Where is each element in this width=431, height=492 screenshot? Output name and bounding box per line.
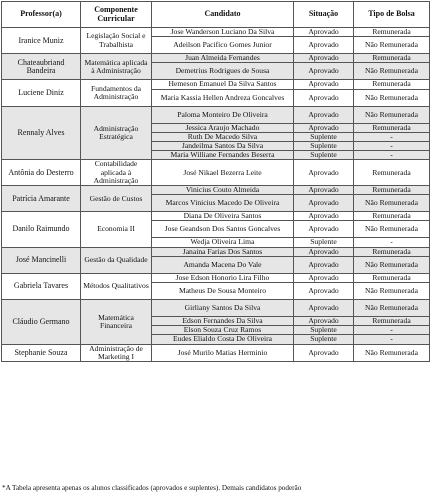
table-row <box>2 160 430 186</box>
candidato-cell: Marcos Vinicius Macedo De Oliveira <box>152 195 294 212</box>
bolsa-cell: - <box>354 132 430 141</box>
situacao-cell: Aprovado <box>294 256 354 273</box>
table-row <box>2 344 430 361</box>
situacao-cell: Aprovado <box>294 212 354 221</box>
candidato-cell: Wedja Oliveira Lima <box>152 238 294 247</box>
candidato-cell: Jose Edson Honorio Lira Filho <box>152 273 294 282</box>
candidato-cell: Adeilson Pacifico Gomes Junior <box>152 37 294 54</box>
candidato-cell: Matheus De Sousa Monteiro <box>152 283 294 300</box>
professor-cell: Cláudio Germano <box>2 300 81 345</box>
bolsa-cell: Não Remunerada <box>354 63 430 80</box>
candidato-cell: Juan Almeida Fernandes <box>152 54 294 63</box>
candidato-cell: Jose Geandson Dos Santos Goncalves <box>152 221 294 238</box>
candidato-cell: Paloma Monteiro De Oliveira <box>152 106 294 123</box>
situacao-cell: Aprovado <box>294 89 354 106</box>
bolsa-cell: - <box>354 238 430 247</box>
componente-cell: Contabilidade aplicada à Administração <box>81 160 152 186</box>
componente-cell: Gestão de Custos <box>81 186 152 212</box>
table-row <box>2 106 430 123</box>
candidato-cell: José Murilo Matias Herminio <box>152 344 294 361</box>
footnote: *A Tabela apresenta apenas os alunos classificados (aprovados e suplentes). Demais candidatos poderão <box>2 484 302 492</box>
situacao-cell: Aprovado <box>294 28 354 37</box>
professor-cell: José Mancinelli <box>2 247 81 273</box>
bolsa-cell: - <box>354 151 430 160</box>
professor-cell: Danilo Raimundo <box>2 212 81 247</box>
situacao-cell: Aprovado <box>294 186 354 195</box>
situacao-cell: Suplente <box>294 151 354 160</box>
situacao-cell: Aprovado <box>294 221 354 238</box>
situacao-cell: Suplente <box>294 238 354 247</box>
header-bolsa: Tipo de Bolsa <box>354 2 430 28</box>
componente-cell: Gestão da Qualidade <box>81 247 152 273</box>
situacao-cell: Suplente <box>294 326 354 335</box>
candidato-cell: Ruth De Macedo Silva <box>152 132 294 141</box>
situacao-cell: Aprovado <box>294 54 354 63</box>
candidato-cell: Amanda Macena Do Vale <box>152 256 294 273</box>
table-row <box>2 212 430 221</box>
professor-cell: Antônia do Desterro <box>2 160 81 186</box>
componente-cell: Matemática Financeira <box>81 300 152 345</box>
situacao-cell: Aprovado <box>294 160 354 186</box>
candidato-cell: Janaina Farias Dos Santos <box>152 247 294 256</box>
situacao-cell: Aprovado <box>294 247 354 256</box>
situacao-cell: Aprovado <box>294 63 354 80</box>
componente-cell: Métodos Qualitativos <box>81 273 152 299</box>
candidato-cell: Vinicius Couto Almeida <box>152 186 294 195</box>
candidato-cell: Jandeilma Santos Da Silva <box>152 142 294 151</box>
table-row <box>2 273 430 282</box>
table-row <box>2 54 430 63</box>
situacao-cell: Aprovado <box>294 37 354 54</box>
results-table <box>1 1 430 362</box>
bolsa-cell: Não Remunerada <box>354 283 430 300</box>
bolsa-cell: Não Remunerada <box>354 37 430 54</box>
table-row <box>2 80 430 89</box>
bolsa-cell: Não Remunerada <box>354 195 430 212</box>
bolsa-cell: Não Remunerada <box>354 221 430 238</box>
candidato-cell: José Nikael Bezerra Leite <box>152 160 294 186</box>
bolsa-cell: Não Remunerada <box>354 89 430 106</box>
table-row <box>2 186 430 195</box>
candidato-cell: Elson Souza Cruz Ramos <box>152 326 294 335</box>
candidato-cell: Maria Williane Fernandes Beserra <box>152 151 294 160</box>
componente-cell: Economia II <box>81 212 152 247</box>
professor-cell: Gabriela Tavares <box>2 273 81 299</box>
situacao-cell: Aprovado <box>294 195 354 212</box>
professor-cell: Chateaubriand Bandeira <box>2 54 81 80</box>
situacao-cell: Suplente <box>294 335 354 344</box>
situacao-cell: Aprovado <box>294 273 354 282</box>
componente-cell: Matemática aplicada à Administração <box>81 54 152 80</box>
bolsa-cell: Remunerada <box>354 28 430 37</box>
header-situacao: Situação <box>294 2 354 28</box>
candidato-cell: Edson Fernandes Da Silva <box>152 317 294 326</box>
candidato-cell: Demetrius Rodrigues de Sousa <box>152 63 294 80</box>
bolsa-cell: Remunerada <box>354 160 430 186</box>
situacao-cell: Aprovado <box>294 106 354 123</box>
bolsa-cell: - <box>354 326 430 335</box>
table-row <box>2 28 430 37</box>
professor-cell: Stephanie Souza <box>2 344 81 361</box>
situacao-cell: Aprovado <box>294 283 354 300</box>
componente-cell: Administração Estratégica <box>81 106 152 160</box>
candidato-cell: Maria Kassia Hellen Andreza Goncalves <box>152 89 294 106</box>
bolsa-cell: - <box>354 142 430 151</box>
header-professor: Professor(a) <box>2 2 81 28</box>
componente-cell: Legislação Social e Trabalhista <box>81 28 152 54</box>
bolsa-cell: Não Remunerada <box>354 344 430 361</box>
bolsa-cell: Não Remunerada <box>354 106 430 123</box>
situacao-cell: Suplente <box>294 142 354 151</box>
componente-cell: Administração de Marketing I <box>81 344 152 361</box>
situacao-cell: Aprovado <box>294 300 354 317</box>
situacao-cell: Aprovado <box>294 123 354 132</box>
table-body <box>2 28 430 362</box>
situacao-cell: Aprovado <box>294 344 354 361</box>
header-row <box>2 2 430 28</box>
componente-cell: Fundamentos da Administração <box>81 80 152 106</box>
candidato-cell: Jessica Araujo Machado <box>152 123 294 132</box>
professor-cell: Rennaly Alves <box>2 106 81 160</box>
bolsa-cell: Remunerada <box>354 317 430 326</box>
bolsa-cell: Remunerada <box>354 80 430 89</box>
candidato-cell: Hemeson Emanuel Da Silva Santos <box>152 80 294 89</box>
candidato-cell: Girliany Santos Da Silva <box>152 300 294 317</box>
professor-cell: Iranice Muniz <box>2 28 81 54</box>
professor-cell: Patrícia Amarante <box>2 186 81 212</box>
candidato-cell: Diana De Oliveira Santos <box>152 212 294 221</box>
bolsa-cell: Remunerada <box>354 212 430 221</box>
professor-cell: Luciene Diniz <box>2 80 81 106</box>
table-row <box>2 247 430 256</box>
bolsa-cell: Não Remunerada <box>354 300 430 317</box>
table-row <box>2 300 430 317</box>
header-candidato: Candidato <box>152 2 294 28</box>
bolsa-cell: Remunerada <box>354 54 430 63</box>
bolsa-cell: - <box>354 335 430 344</box>
situacao-cell: Suplente <box>294 132 354 141</box>
candidato-cell: Jose Wanderson Luciano Da Silva <box>152 28 294 37</box>
bolsa-cell: Remunerada <box>354 123 430 132</box>
bolsa-cell: Remunerada <box>354 247 430 256</box>
situacao-cell: Aprovado <box>294 317 354 326</box>
header-componente: Componente Curricular <box>81 2 152 28</box>
bolsa-cell: Remunerada <box>354 273 430 282</box>
bolsa-cell: Remunerada <box>354 186 430 195</box>
candidato-cell: Eudes Elialdo Costa De Oliveira <box>152 335 294 344</box>
situacao-cell: Aprovado <box>294 80 354 89</box>
bolsa-cell: Não Remunerada <box>354 256 430 273</box>
